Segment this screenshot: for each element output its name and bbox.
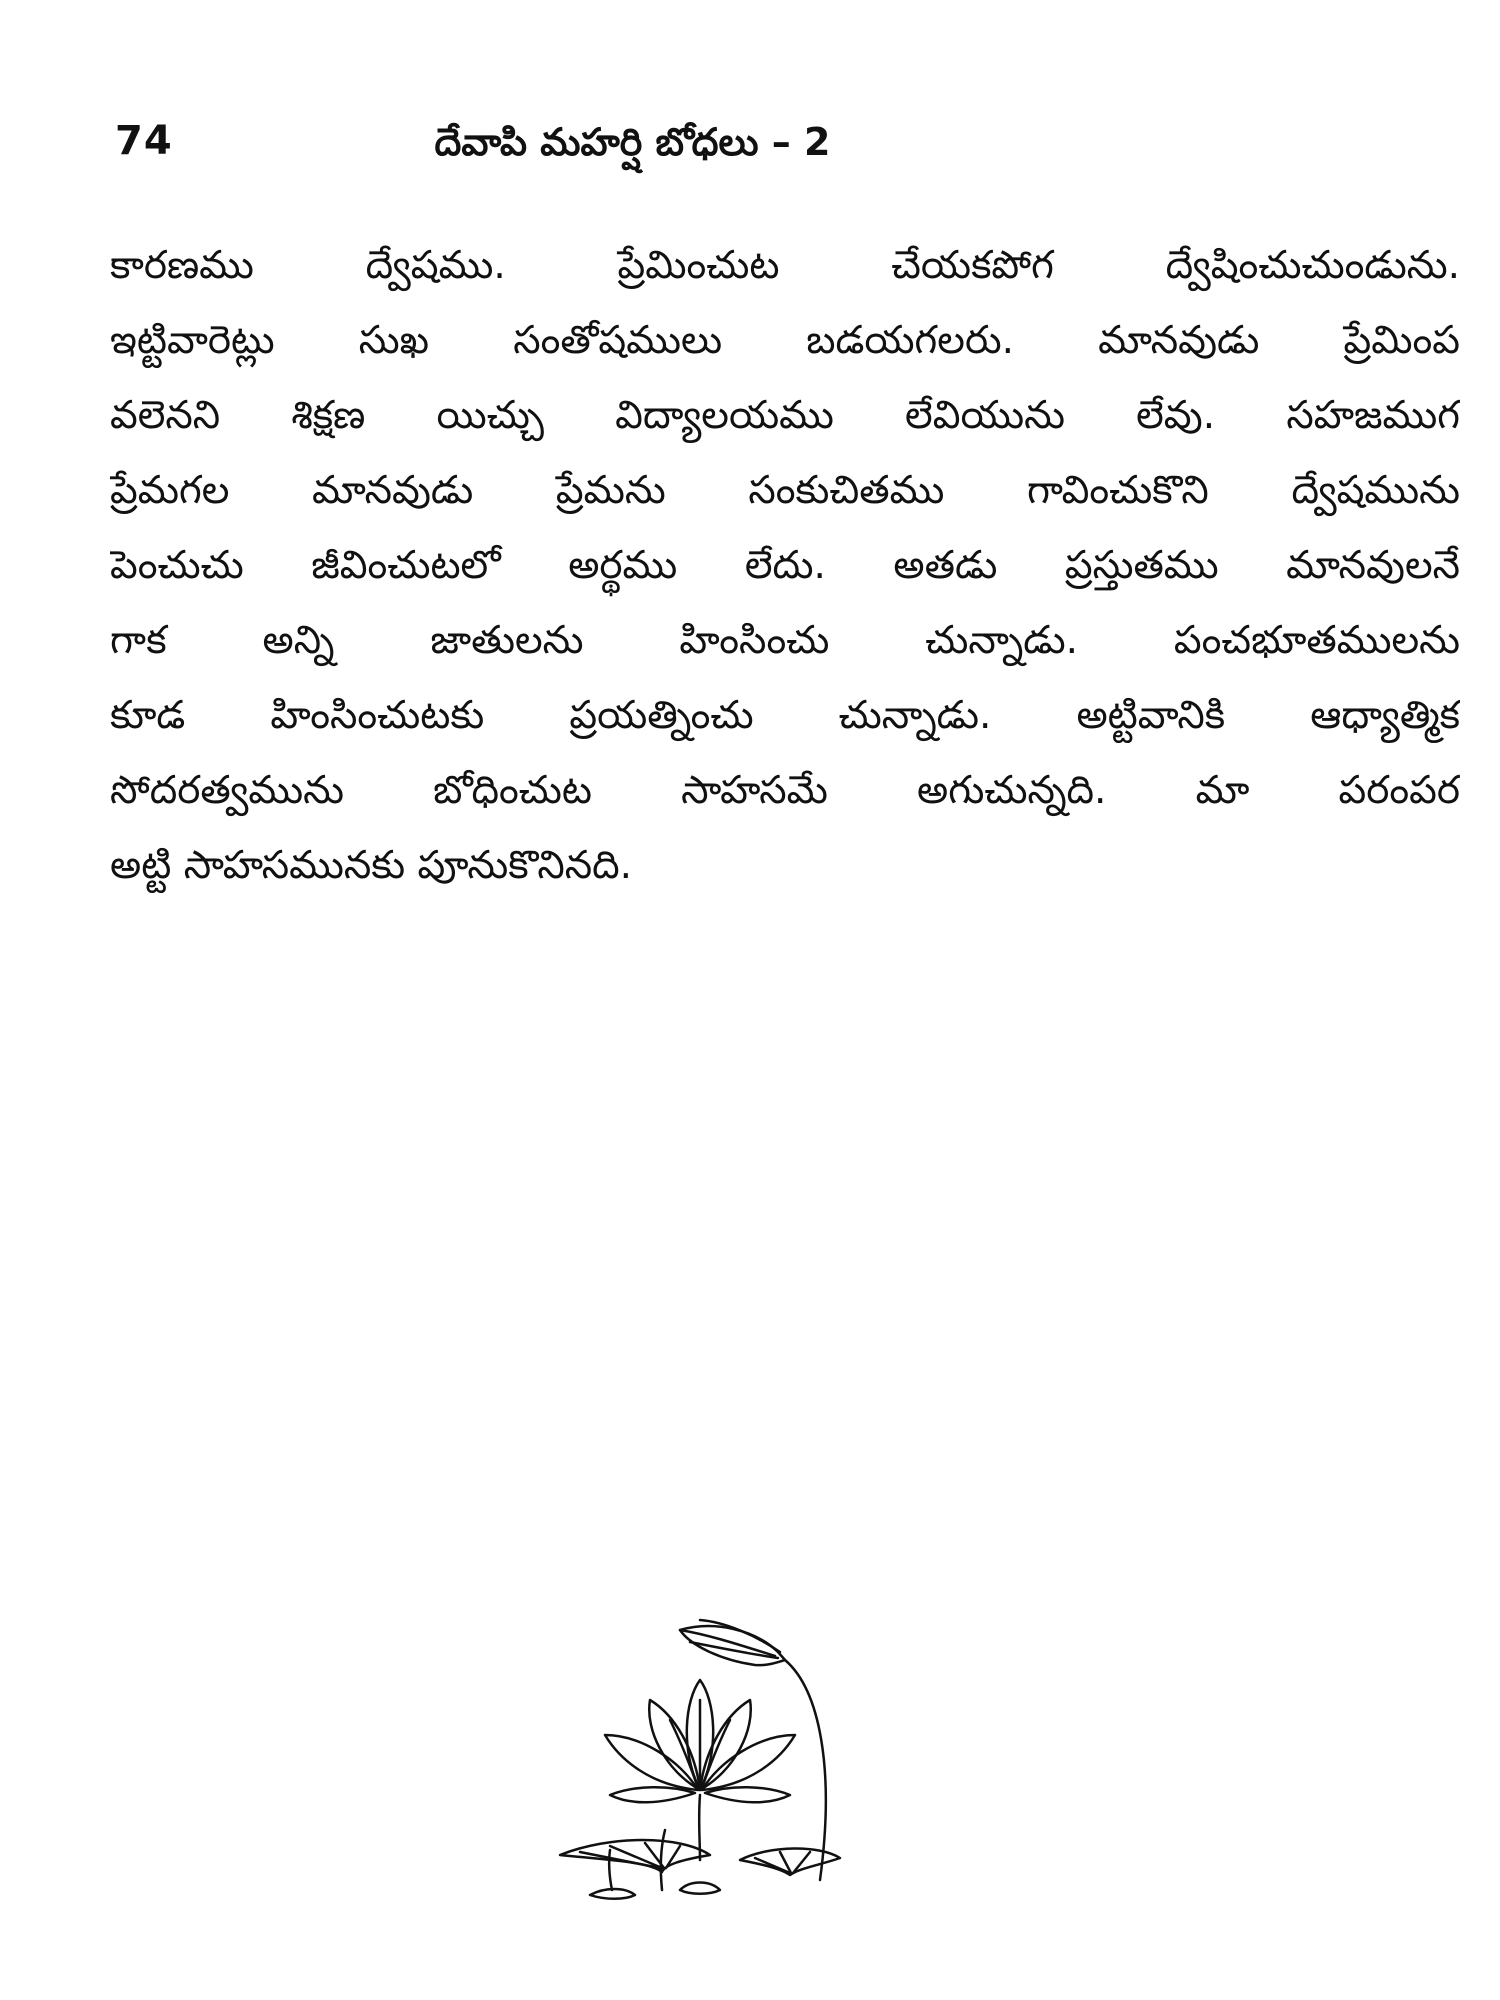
text-line: వలెనని శిక్షణ యిచ్చు విద్యాలయము లేవియును లేవు. సహజముగ	[110, 393, 1460, 438]
text-line: ఇట్టివారెట్లు సుఖ సంతోషములు బడయగలరు. మానవుడు ప్రేమింప	[110, 318, 1460, 363]
lotus-ornament-icon	[550, 1590, 850, 1920]
text-line: అట్టి సాహసమునకు పూనుకొనినది.	[110, 843, 633, 888]
text-line: సోదరత్వమును బోధించుట సాహసమే అగుచున్నది. మా పరంపర	[110, 768, 1460, 813]
running-title-text: దేవాపి మహర్షి బోధలు – 2	[434, 120, 831, 164]
text-line: పెంచుచు జీవించుటలో అర్థము లేదు. అతడు ప్రస్తుతము మానవులనే	[110, 543, 1460, 588]
running-title	[0, 120, 1225, 174]
text-line: కారణము ద్వేషము. ప్రేమించుట చేయకపోగ ద్వేషించుచుండును.	[110, 243, 1460, 288]
body-text	[110, 228, 1460, 903]
text-line: కూడ హింసించుటకు ప్రయత్నించు చున్నాడు. అట్టివానికి ఆధ్యాత్మిక	[110, 693, 1460, 738]
text-line: గాక అన్ని జాతులను హింసించు చున్నాడు. పంచభూతములను	[110, 618, 1460, 663]
page-number: 74	[115, 118, 173, 164]
text-line: ప్రేమగల మానవుడు ప్రేమను సంకుచితము గావించుకొని ద్వేషమును	[110, 468, 1460, 513]
